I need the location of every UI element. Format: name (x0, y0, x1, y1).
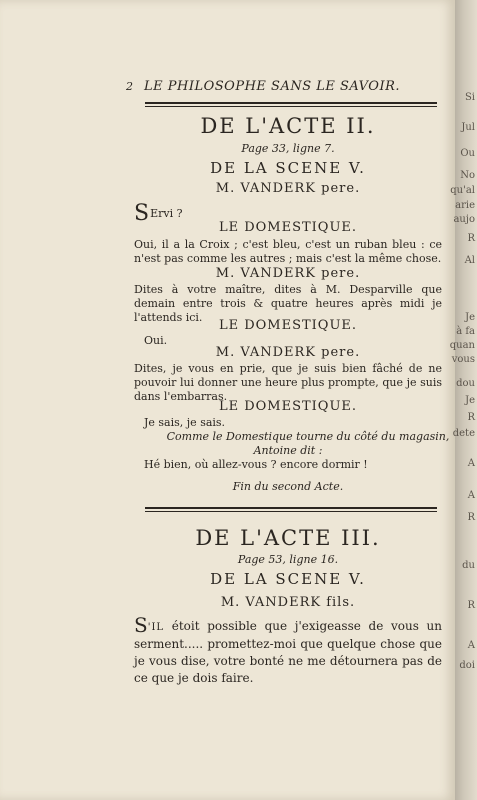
facing-fragment: doi (459, 660, 475, 671)
facing-fragment: dete (452, 428, 475, 439)
opening-small-caps: 'IL (147, 622, 165, 633)
dialogue-line: Oui, il a la Croix ; c'est bleu, c'est un ruban bleu : ce n'est pas comme les autres ; mais c'est la même chose. (134, 238, 442, 265)
facing-fragment: qu'al (450, 185, 475, 196)
facing-fragment: No (460, 170, 475, 181)
head-rule-thin (145, 106, 437, 107)
facing-fragment: R (467, 512, 475, 523)
speaker-heading: M. VANDERK pere. (215, 345, 361, 360)
facing-fragment: R (467, 412, 475, 423)
facing-fragment: R (467, 600, 475, 611)
opening-text: étoit possible que j'exigeasse de vous un serment..... promettez-moi que quelque chose que je vous dise, votre bonté ne me détournera pas de ce que je dois faire. (134, 619, 442, 685)
speaker-heading: LE DOMESTIQUE. (218, 318, 358, 333)
running-title: LE PHILOSOPHE SANS LE SAVOIR. (144, 79, 401, 94)
facing-fragment: Ou (460, 148, 475, 159)
act2-end: Fin du second Acte. (232, 480, 344, 493)
act2-scene-title: DE LA SCENE V. (210, 159, 366, 177)
facing-fragment: Al (464, 255, 475, 266)
running-head (126, 80, 436, 98)
act3-speaker: M. VANDERK fils. (220, 595, 356, 610)
facing-fragment: Je (465, 312, 475, 323)
speaker-heading: LE DOMESTIQUE. (218, 220, 358, 235)
facing-fragment: A (467, 640, 475, 651)
facing-fragment: aujo (453, 214, 475, 225)
act3-page-ref: Page 53, ligne 16. (237, 553, 339, 566)
opening-text: Ervi ? (150, 207, 183, 220)
act3-scene-title: DE LA SCENE V. (210, 570, 366, 588)
stage-direction-2: Antoine dit : (253, 444, 323, 457)
facing-fragment: Jul (461, 122, 475, 133)
facing-fragment: du (462, 560, 475, 571)
facing-fragment: A (467, 490, 475, 501)
dialogue-line: Dites, je vous en prie, que je suis bien fâché de ne pouvoir lui donner une heure plus prompte, que je suis dans l'embarras. (134, 362, 442, 403)
dialogue-line: Oui. (144, 334, 168, 347)
facing-fragment: Je (465, 395, 475, 406)
speaker-heading: LE DOMESTIQUE. (218, 399, 358, 414)
act3-title: DE L'ACTE III. (195, 526, 381, 550)
facing-fragment: R (467, 233, 475, 244)
section-rule (145, 507, 437, 509)
act2-speaker: M. VANDERK pere. (215, 181, 361, 196)
facing-fragment: arie (455, 200, 475, 211)
speaker-heading: M. VANDERK pere. (215, 266, 361, 281)
act2-title: DE L'ACTE II. (200, 114, 376, 138)
facing-fragment: A (467, 458, 475, 469)
facing-page-edge (449, 0, 477, 800)
facing-fragment: vous (451, 354, 475, 365)
facing-fragment: quan (449, 340, 475, 351)
act3-opening (134, 613, 442, 687)
dialogue-line: Je sais, je sais. (144, 416, 226, 429)
facing-fragment: Si (464, 92, 475, 103)
drop-cap: S (134, 201, 150, 226)
stage-direction: Comme le Domestique tourne du côté du magasin, (166, 430, 450, 443)
facing-fragment: à fa (456, 326, 475, 337)
section-rule-thin (145, 511, 437, 512)
page-number: 2 (126, 80, 133, 93)
facing-fragment: dou (456, 378, 475, 389)
dialogue-line: Dites à votre maître, dites à M. Desparville que demain entre trois & quatre heures après midi je l'attends ici. (134, 283, 442, 324)
head-rule (145, 102, 437, 104)
dialogue-line: Hé bien, où allez-vous ? encore dormir ! (144, 458, 368, 471)
act2-page-ref: Page 33, ligne 7. (241, 142, 335, 155)
drop-cap: S (134, 613, 148, 637)
